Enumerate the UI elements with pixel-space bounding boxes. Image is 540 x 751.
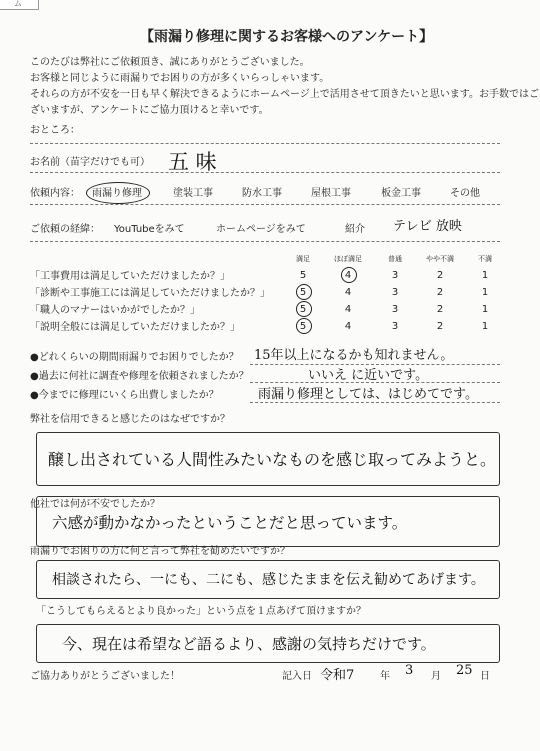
rating-option[interactable]: 4 [344, 321, 352, 332]
rating-option[interactable]: 5 [299, 304, 307, 315]
rating-option[interactable]: 1 [481, 304, 489, 315]
trust-label: 弊社を信用できると感じたのはなぜですか？ [30, 414, 230, 425]
request-field [30, 204, 500, 205]
date-era: 令和7 [320, 668, 355, 683]
date-label: 記入日 [282, 671, 312, 682]
page-title: 【雨漏り修理に関するお客様へのアンケート】 [140, 29, 434, 45]
rating-option[interactable]: 5 [299, 287, 307, 298]
rating-option[interactable]: 2 [436, 270, 444, 281]
rating-selected-circle [296, 318, 312, 334]
date-day: 25 [456, 663, 473, 678]
rating-option[interactable]: 1 [481, 270, 489, 281]
intro-line-3: それらの方が不安を一日も早く解決できるようにホームページ上で活用させて頂きたいと思います。お手数ではご [30, 89, 539, 100]
request-option-roof[interactable]: 屋根工事 [311, 188, 351, 199]
rating-header-3: 普通 [388, 255, 402, 263]
channel-field[interactable] [30, 241, 500, 242]
intro-line-1: このたびは弊社にご依頼頂き、誠にありがとうございました。 [30, 57, 310, 68]
recommend-label: 雨漏りでお困りの方に何と言って弊社を勧めたいですか？ [30, 546, 290, 557]
past-label: ●過去に何社に調査や修理を依頼されましたか？ [30, 371, 249, 382]
name-label: お名前（苗字だけでも可） [30, 157, 150, 168]
rating-option[interactable]: 2 [436, 321, 444, 332]
rating-header-2: やや不満 [426, 255, 454, 263]
rating-selected-circle [341, 267, 357, 283]
rating-question-manners: 「職人のマナーはいかがでしたか？」 [30, 305, 200, 316]
rating-question-cost: 「工事費用は満足していただけましたか？」 [30, 271, 230, 282]
rating-header-1: 不満 [478, 255, 492, 263]
rating-option[interactable]: 4 [344, 270, 352, 281]
rating-header-4: ほぼ満足 [334, 255, 362, 263]
wish-label: 「こうしてもらえるとより良かった」という点を１点あげて頂けますか？ [36, 606, 366, 617]
name-field[interactable] [30, 172, 500, 173]
rating-header-5: 満足 [296, 255, 310, 263]
channel-value: テレビ 放映 [393, 219, 462, 234]
rating-selected-circle [296, 301, 312, 317]
rating-option[interactable]: 4 [344, 304, 352, 315]
rating-selected-circle [296, 284, 312, 300]
rating-option[interactable]: 3 [391, 287, 399, 298]
trust-answer: 醸し出されている人間性みたいなものを感じ取ってみようと。 [48, 450, 497, 469]
period-label: ●どれくらいの期間雨漏りでお困りでしたか？ [30, 352, 239, 363]
request-option-sheetmetal[interactable]: 板金工事 [381, 188, 421, 199]
recommend-answer: 相談されたら、一にも、二にも、感じたままを伝え勧めてあげます。 [52, 572, 485, 588]
period-answer: 15年以上になるかも知れません。 [254, 348, 454, 363]
rating-option[interactable]: 5 [299, 321, 307, 332]
address-field[interactable] [30, 143, 500, 144]
rating-option[interactable]: 2 [436, 287, 444, 298]
address-label: おところ： [30, 125, 80, 136]
rating-question-explanation: 「説明全般には満足していただけましたか？」 [30, 322, 240, 333]
corner-mark: ム [14, 0, 22, 8]
rating-option[interactable]: 4 [344, 287, 352, 298]
request-label: 依頼内容： [30, 188, 80, 199]
request-option-paint[interactable]: 塗装工事 [173, 188, 213, 199]
channel-option-youtube[interactable]: YouTubeをみて [114, 224, 185, 235]
spent-answer: 雨漏り修理としては、はじめてです。 [258, 387, 478, 402]
request-option-other[interactable]: その他 [450, 188, 480, 199]
rating-option[interactable]: 1 [481, 287, 489, 298]
request-option-leak[interactable]: 雨漏り修理 [92, 188, 142, 199]
worry-answer: 六感が動かなかったということだと思っています。 [52, 514, 408, 532]
date-month-unit: 月 [431, 671, 441, 682]
channel-label: ご依頼の経緯： [30, 224, 100, 235]
rating-option[interactable]: 3 [391, 321, 399, 332]
intro-line-4: ざいますが、アンケートにご協力頂けると幸いです。 [30, 105, 269, 116]
channel-option-referral[interactable]: 紹介 [345, 224, 365, 235]
thanks-text: ご協力ありがとうございました！ [30, 671, 180, 682]
date-day-unit: 日 [480, 671, 490, 682]
rating-question-diagnosis: 「診断や工事施工には満足していただけましたか？」 [30, 288, 270, 299]
past-answer: いいえ に近いです。 [308, 368, 429, 383]
rating-option[interactable]: 3 [391, 270, 399, 281]
worry-label: 他社では何が不安でしたか？ [30, 499, 160, 510]
spent-field[interactable] [250, 402, 500, 403]
rating-option[interactable]: 3 [391, 304, 399, 315]
channel-option-homepage[interactable]: ホームページをみて [216, 224, 306, 235]
request-option-waterproof[interactable]: 防水工事 [242, 188, 282, 199]
date-month: 3 [405, 663, 414, 678]
date-year-unit: 年 [380, 671, 390, 682]
rating-option[interactable]: 1 [481, 321, 489, 332]
request-selected-circle [86, 182, 150, 204]
wish-answer: 今、現在は希望など語るより、感謝の気持ちだけです。 [62, 635, 436, 653]
name-value: 五 味 [168, 150, 217, 174]
spent-label: ●今までに修理にいくら出費しましたか？ [30, 390, 219, 401]
intro-line-2: お客様と同じように雨漏りでお困りの方が多くいらっしゃいます。 [30, 73, 330, 84]
rating-option[interactable]: 2 [436, 304, 444, 315]
rating-option[interactable]: 5 [299, 270, 307, 281]
